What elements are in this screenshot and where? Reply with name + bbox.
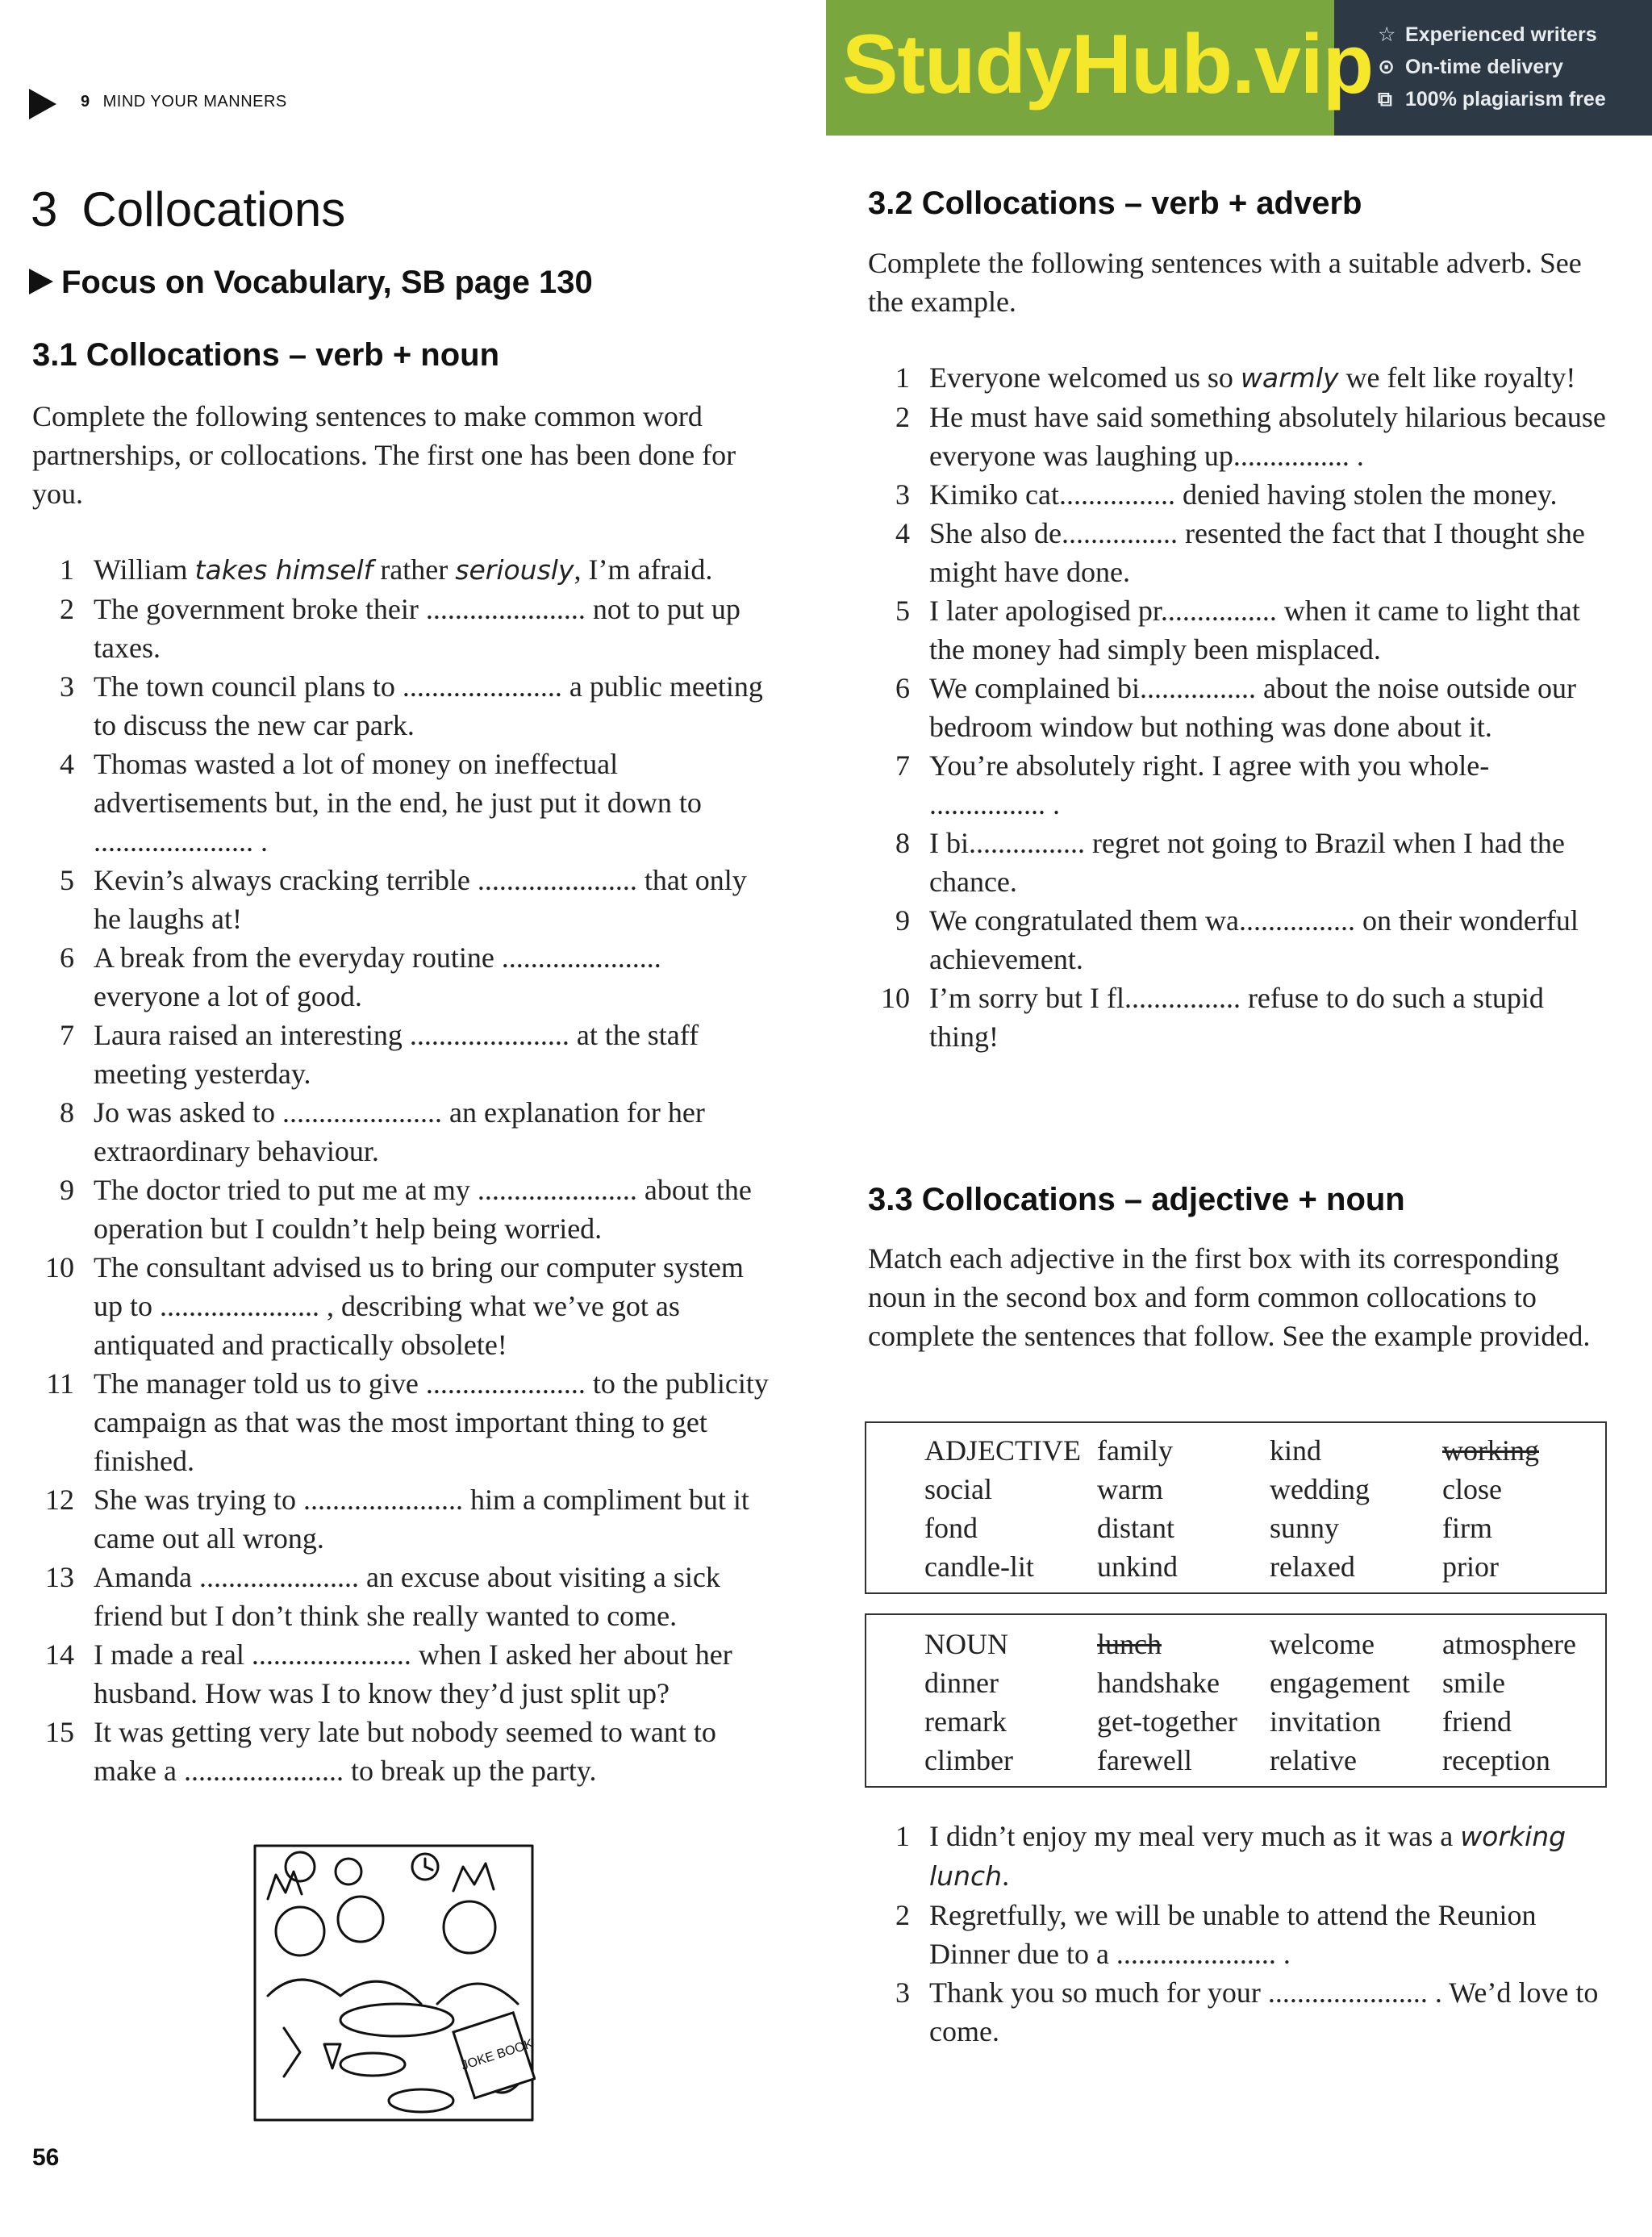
item-text: The consultant advised us to bring our computer system up to ...................... , describing what we’ve got as antiquated and practically obsolete!	[94, 1251, 744, 1361]
list-item[interactable]	[868, 1896, 1610, 1973]
clock-icon: ⊙	[1378, 56, 1395, 78]
adjective-label: ADJECTIVE	[924, 1434, 1081, 1467]
list-item[interactable]	[868, 1973, 1610, 2051]
banner-feature-3	[1378, 87, 1606, 111]
adjective-word-used: working	[1442, 1434, 1539, 1467]
dinner-party-drawing	[252, 1843, 536, 2123]
ex31-instruction: Complete the following sentences to make common word partnerships, or collocations. The first one has been done for you.	[32, 400, 736, 510]
section-number: 3	[31, 182, 58, 236]
focus-line	[29, 265, 593, 301]
ex32-instruction: Complete the following sentences with a suitable adverb. See the example.	[868, 247, 1582, 318]
list-item[interactable]	[32, 745, 774, 861]
item-text: She was trying to ...................... him a compliment but it came out all wrong.	[94, 1484, 749, 1555]
item-text: He must have said something absolutely hilarious because everyone was laughing up................ .	[929, 401, 1606, 472]
adjective-word: sunny	[1270, 1512, 1340, 1544]
focus-arrow-icon	[29, 269, 53, 294]
noun-word: engagement	[1270, 1667, 1410, 1699]
example-answer: takes himself	[194, 554, 373, 586]
list-item[interactable]	[32, 590, 774, 667]
item-number: 3	[60, 670, 74, 703]
ex32-list	[868, 358, 1610, 1056]
adjective-word: prior	[1442, 1550, 1499, 1583]
item-text: I later apologised pr................ when it came to light that the money had simply been misplaced.	[929, 595, 1580, 666]
item-number: 4	[895, 517, 910, 549]
item-number: 9	[895, 904, 910, 937]
dinner-party-illustration	[252, 1843, 536, 2123]
copy-icon: ⧉	[1378, 88, 1392, 111]
item-number: 4	[60, 748, 74, 780]
list-item[interactable]	[32, 1713, 774, 1790]
noun-word: invitation	[1270, 1705, 1381, 1738]
list-item[interactable]	[32, 938, 774, 1016]
item-text: , I’m afraid.	[574, 553, 713, 586]
list-item[interactable]	[868, 746, 1610, 824]
list-item	[868, 358, 1610, 398]
item-number: 2	[60, 593, 74, 625]
banner-feature-text: On-time delivery	[1405, 56, 1563, 78]
item-text: A break from the everyday routine ...................... everyone a lot of good.	[94, 941, 661, 1012]
noun-word: friend	[1442, 1705, 1512, 1738]
chapter-arrow-icon	[29, 89, 56, 119]
star-icon: ☆	[1378, 23, 1396, 46]
item-number: 1	[895, 1820, 910, 1852]
item-text: I’m sorry but I fl................ refuse to do such a stupid thing!	[929, 982, 1544, 1053]
adjective-box	[865, 1421, 1607, 1594]
adjective-word: close	[1442, 1473, 1502, 1505]
adjective-word: social	[924, 1473, 992, 1505]
item-text: Amanda ...................... an excuse about visiting a sick friend but I don’t think she really wanted to come.	[94, 1561, 720, 1632]
list-item[interactable]	[32, 1480, 774, 1558]
list-item	[32, 550, 774, 590]
item-text: We complained bi................ about the noise outside our bedroom window but nothing was done about it.	[929, 672, 1576, 743]
ex31-list	[32, 550, 774, 1790]
banner-feature-2	[1378, 55, 1563, 79]
banner-feature-1	[1378, 23, 1597, 47]
item-text: She also de................ resented the fact that I thought she might have done.	[929, 517, 1585, 588]
item-text: we felt like royalty!	[1338, 361, 1576, 394]
item-number: 5	[60, 864, 74, 896]
noun-word: welcome	[1270, 1628, 1375, 1660]
item-number: 5	[895, 595, 910, 627]
list-item[interactable]	[32, 1558, 774, 1635]
noun-word: remark	[924, 1705, 1007, 1738]
adjective-word: wedding	[1270, 1473, 1370, 1505]
list-item[interactable]	[868, 398, 1610, 475]
noun-word: smile	[1442, 1667, 1505, 1699]
item-text: It was getting very late but nobody seemed to want to make a ...................... to break up the party.	[94, 1716, 716, 1787]
item-number: 15	[45, 1716, 74, 1748]
item-text: William	[94, 553, 195, 586]
list-item[interactable]	[868, 901, 1610, 979]
item-text: You’re absolutely right. I agree with you whole- ................ .	[929, 749, 1490, 820]
ex31-heading: 3.1 Collocations – verb + noun	[32, 337, 500, 373]
item-number: 14	[45, 1638, 74, 1671]
item-text: Laura raised an interesting ...................... at the staff meeting yesterday.	[94, 1019, 699, 1090]
list-item[interactable]	[32, 1248, 774, 1364]
adjective-word: firm	[1442, 1512, 1492, 1544]
noun-word: climber	[924, 1744, 1013, 1776]
item-text: .	[1002, 1859, 1010, 1892]
item-number: 12	[45, 1484, 74, 1516]
list-item[interactable]	[868, 979, 1610, 1056]
section-title-text: Collocations	[81, 182, 346, 236]
item-number: 10	[45, 1251, 74, 1283]
item-number: 3	[895, 478, 910, 511]
item-text: The manager told us to give ...................... to the publicity campaign as that was the most important thing to get finished.	[94, 1367, 769, 1477]
item-number: 7	[60, 1019, 74, 1051]
adjective-word: fond	[924, 1512, 978, 1544]
adjective-word: warm	[1097, 1473, 1163, 1505]
noun-label: NOUN	[924, 1628, 1008, 1660]
list-item[interactable]	[868, 669, 1610, 746]
item-number: 6	[60, 941, 74, 974]
noun-word: get-together	[1097, 1705, 1237, 1738]
noun-word: atmosphere	[1442, 1628, 1576, 1660]
item-text: I made a real ...................... when I asked her about her husband. How was I to know they’d just split up?	[94, 1638, 732, 1709]
item-text: Kimiko cat................ denied having stolen the money.	[929, 478, 1558, 511]
noun-word: farewell	[1097, 1744, 1192, 1776]
adjective-word: unkind	[1097, 1550, 1179, 1583]
item-text: Kevin’s always cracking terrible ...................... that only he laughs at!	[94, 864, 747, 935]
chapter-number: 9	[81, 93, 90, 111]
focus-text: Focus on Vocabulary, SB page 130	[61, 265, 593, 300]
banner-feature-text: Experienced writers	[1405, 23, 1597, 46]
list-item[interactable]	[32, 1093, 774, 1171]
item-number: 9	[60, 1174, 74, 1206]
page-number: 56	[32, 2144, 60, 2171]
item-number: 10	[881, 982, 910, 1014]
list-item[interactable]	[32, 1364, 774, 1480]
item-number: 11	[46, 1367, 74, 1400]
example-answer: working lunch	[929, 1821, 1566, 1892]
item-number: 8	[60, 1096, 74, 1129]
item-number: 7	[895, 749, 910, 782]
ex32-heading: 3.2 Collocations – verb + adverb	[868, 186, 1362, 221]
ex33-heading: 3.3 Collocations – adjective + noun	[868, 1182, 1405, 1217]
list-item[interactable]	[32, 1016, 774, 1093]
list-item[interactable]	[868, 591, 1610, 669]
item-number: 8	[895, 827, 910, 859]
list-item[interactable]	[868, 475, 1610, 514]
adjective-word: candle-lit	[924, 1550, 1034, 1583]
adjective-word: family	[1097, 1434, 1173, 1467]
noun-word: handshake	[1097, 1667, 1220, 1699]
item-text: The town council plans to ...................... a public meeting to discuss the new car park.	[94, 670, 763, 741]
item-text: The government broke their ...................... not to put up taxes.	[94, 593, 740, 664]
item-text: Thank you so much for your ...................... . We’d love to come.	[929, 1976, 1599, 2047]
section-title	[31, 182, 345, 237]
item-text: Thomas wasted a lot of money on ineffectual advertisements but, in the end, he just put it down to ...................... .	[94, 748, 702, 858]
item-text: Jo was asked to ...................... an explanation for her extraordinary behaviour.	[94, 1096, 705, 1167]
list-item[interactable]	[32, 667, 774, 745]
item-number: 13	[45, 1561, 74, 1593]
example-answer: warmly	[1240, 362, 1339, 394]
noun-box	[865, 1613, 1607, 1788]
example-answer: seriously	[455, 554, 574, 586]
item-text: Everyone welcomed us so	[929, 361, 1241, 394]
item-text: Regretfully, we will be unable to attend the Reunion Dinner due to a ...................... .	[929, 1899, 1537, 1970]
list-item[interactable]	[32, 861, 774, 938]
item-text: The doctor tried to put me at my ...................... about the operation but I couldn’t help being worried.	[94, 1174, 752, 1245]
banner-feature-text: 100% plagiarism free	[1405, 88, 1606, 111]
item-number: 6	[895, 672, 910, 704]
list-item[interactable]	[32, 1635, 774, 1713]
item-text: I didn’t enjoy my meal very much as it was a	[929, 1820, 1461, 1852]
list-item	[868, 1817, 1610, 1896]
noun-word: reception	[1442, 1744, 1550, 1776]
item-number: 2	[895, 1899, 910, 1931]
item-number: 1	[895, 361, 910, 394]
noun-word: relative	[1270, 1744, 1357, 1776]
adjective-word: kind	[1270, 1434, 1322, 1467]
chapter-title: MIND YOUR MANNERS	[102, 93, 287, 111]
joke-book-label: JOKE BOOK	[459, 2037, 536, 2073]
item-number: 2	[895, 401, 910, 433]
noun-grid	[924, 1625, 1605, 1780]
item-text: I bi................ regret not going to Brazil when I had the chance.	[929, 827, 1565, 898]
list-item[interactable]	[868, 824, 1610, 901]
running-header	[81, 93, 287, 111]
adjective-grid	[924, 1431, 1605, 1586]
noun-word: dinner	[924, 1667, 999, 1699]
item-number: 1	[60, 553, 74, 586]
list-item[interactable]	[868, 514, 1610, 591]
item-text: We congratulated them wa................ on their wonderful achievement.	[929, 904, 1579, 975]
noun-word-used: lunch	[1097, 1628, 1162, 1660]
banner-logo[interactable]: StudyHub.vip	[842, 18, 1374, 111]
item-text: rather	[373, 553, 456, 586]
ex33-list	[868, 1817, 1610, 2051]
item-number: 3	[895, 1976, 910, 2009]
adjective-word: relaxed	[1270, 1550, 1355, 1583]
list-item[interactable]	[32, 1171, 774, 1248]
ex33-instruction: Match each adjective in the first box with its corresponding noun in the second box and form common collocations to complete the sentences that follow. See the example provided.	[868, 1242, 1591, 1352]
adjective-word: distant	[1097, 1512, 1174, 1544]
